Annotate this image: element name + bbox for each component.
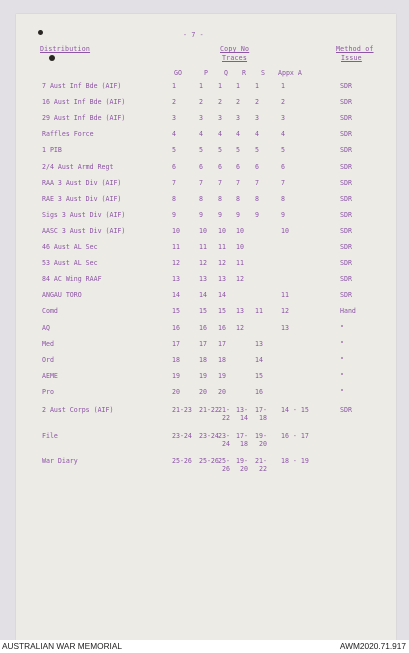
copy-number-cell: 23-24	[172, 432, 192, 440]
copy-number-cell: 9	[281, 210, 285, 219]
copy-number-cell: 4	[218, 130, 222, 139]
row-label: Raffles Force	[42, 130, 94, 139]
copy-number-cell: 2	[255, 98, 259, 107]
copy-number-cell: 7	[172, 178, 176, 187]
copy-number-cell: 10	[172, 226, 180, 235]
copy-number-cell: 12	[199, 259, 207, 268]
method-of-issue-cell: "	[340, 371, 344, 380]
row-label: 46 Aust AL Sec	[42, 243, 98, 251]
copy-number-cell: 17-	[236, 432, 248, 440]
copy-number-cell: 2	[236, 98, 240, 107]
method-of-issue-cell: SDR	[340, 194, 352, 203]
row-label: 29 Aust Inf Bde (AIF)	[42, 114, 126, 123]
method-of-issue-cell: SDR	[340, 243, 352, 251]
copy-number-cell: 4	[281, 130, 285, 139]
pin-hole-top	[38, 30, 43, 35]
header-traces: Traces	[222, 54, 248, 62]
method-of-issue-cell: SDR	[340, 178, 352, 187]
method-of-issue-cell: "	[340, 339, 344, 348]
method-of-issue-cell: SDR	[340, 406, 352, 414]
copy-number-cell: 3	[172, 114, 176, 123]
copy-number-cell: 17	[218, 339, 226, 348]
copy-number-cell: 18	[199, 355, 207, 364]
copy-number-cell: 2	[218, 98, 222, 107]
header-distribution: Distribution	[40, 45, 91, 53]
col-s: S	[261, 69, 265, 77]
header-method-of: Method of	[336, 45, 374, 53]
col-q: Q	[224, 69, 228, 77]
copy-number-cell: 16 - 17	[281, 432, 309, 440]
copy-number-cell: 19-	[236, 457, 248, 465]
copy-number-cell: 20	[199, 387, 207, 396]
copy-number-cell: 19	[218, 371, 226, 380]
row-label: War Diary	[42, 457, 78, 465]
copy-number-cell: 10	[236, 226, 244, 235]
copy-number-cell: 12	[236, 275, 244, 284]
footer-accession: AWM2020.71.917	[339, 641, 406, 651]
copy-number-cell: 4	[199, 130, 203, 139]
copy-number-cell-continued: 24	[222, 440, 230, 448]
copy-number-cell: 8	[281, 194, 285, 203]
copy-number-cell: 3	[255, 114, 259, 123]
copy-number-cell: 5	[255, 146, 259, 155]
method-of-issue-cell: SDR	[340, 130, 352, 139]
copy-number-cell: 19-	[255, 432, 267, 440]
copy-number-cell: 6	[199, 162, 203, 171]
col-appx-a: Appx A	[278, 69, 302, 77]
method-of-issue-cell: SDR	[340, 82, 352, 90]
pin-hole-bottom	[49, 55, 55, 61]
method-of-issue-cell: Hand	[340, 307, 356, 316]
copy-number-cell: 8	[172, 194, 176, 203]
copy-number-cell: 14	[218, 291, 226, 300]
copy-number-cell: 21-	[218, 406, 230, 414]
copy-number-cell: 10	[281, 226, 289, 235]
copy-number-cell: 8	[199, 194, 203, 203]
row-label: File	[42, 432, 58, 440]
row-label: 16 Aust Inf Bde (AIF)	[42, 98, 126, 107]
copy-number-cell: 12	[218, 259, 226, 268]
copy-number-cell: 11	[199, 243, 207, 251]
copy-number-cell-continued: 22	[222, 414, 230, 422]
copy-number-cell: 4	[172, 130, 176, 139]
copy-number-cell: 11	[255, 307, 263, 316]
copy-number-cell: 2	[199, 98, 203, 107]
row-label: Ord	[42, 355, 54, 364]
copy-number-cell: 21-	[255, 457, 267, 465]
copy-number-cell: 17	[172, 339, 180, 348]
row-label: 1 PIB	[42, 146, 62, 155]
method-of-issue-cell: "	[340, 387, 344, 396]
copy-number-cell: 5	[236, 146, 240, 155]
col-p: P	[204, 69, 208, 77]
copy-number-cell: 13	[281, 323, 289, 332]
copy-number-cell: 9	[218, 210, 222, 219]
copy-number-cell-continued: 14	[240, 414, 248, 422]
copy-number-cell: 7	[236, 178, 240, 187]
copy-number-cell: 9	[236, 210, 240, 219]
copy-number-cell: 13	[218, 275, 226, 284]
copy-number-cell: 1	[236, 82, 240, 90]
copy-number-cell: 3	[236, 114, 240, 123]
copy-number-cell: 1	[281, 82, 285, 90]
copy-number-cell: 12	[236, 323, 244, 332]
copy-number-cell: 20	[218, 387, 226, 396]
document-page	[16, 14, 396, 640]
copy-number-cell: 8	[236, 194, 240, 203]
copy-number-cell: 12	[172, 259, 180, 268]
method-of-issue-cell: SDR	[340, 162, 352, 171]
row-label: AEME	[42, 371, 58, 380]
copy-number-cell: 21-22	[199, 406, 219, 414]
method-of-issue-cell: SDR	[340, 291, 352, 300]
copy-number-cell: 3	[281, 114, 285, 123]
copy-number-cell: 25-26	[199, 457, 219, 465]
row-label: 2/4 Aust Armd Regt	[42, 162, 114, 171]
copy-number-cell: 5	[218, 146, 222, 155]
copy-number-cell-continued: 18	[240, 440, 248, 448]
copy-number-cell: 1	[199, 82, 203, 90]
copy-number-cell: 13-	[236, 406, 248, 414]
row-label: Pro	[42, 387, 54, 396]
copy-number-cell: 25-	[218, 457, 230, 465]
copy-number-cell: 4	[255, 130, 259, 139]
col-go: GO	[174, 69, 182, 77]
copy-number-cell: 14	[172, 291, 180, 300]
copy-number-cell-continued: 26	[222, 465, 230, 473]
method-of-issue-cell: SDR	[340, 259, 352, 268]
copy-number-cell: 7	[199, 178, 203, 187]
copy-number-cell: 14 - 15	[281, 406, 309, 414]
row-label: 2 Aust Corps (AIF)	[42, 406, 114, 414]
copy-number-cell-continued: 18	[259, 414, 267, 422]
copy-number-cell: 2	[281, 98, 285, 107]
copy-number-cell: 1	[172, 82, 176, 90]
copy-number-cell: 10	[218, 226, 226, 235]
copy-number-cell: 7	[218, 178, 222, 187]
copy-number-cell: 1	[255, 82, 259, 90]
header-issue: Issue	[341, 54, 362, 62]
method-of-issue-cell: SDR	[340, 275, 352, 284]
copy-number-cell: 5	[199, 146, 203, 155]
copy-number-cell: 18	[172, 355, 180, 364]
copy-number-cell: 3	[199, 114, 203, 123]
footer-bar	[0, 640, 409, 653]
row-label: Sigs 3 Aust Div (AIF)	[42, 210, 126, 219]
copy-number-cell: 13	[172, 275, 180, 284]
copy-number-cell: 13	[199, 275, 207, 284]
copy-number-cell: 11	[218, 243, 226, 251]
row-label: RAE 3 Aust Div (AIF)	[42, 194, 122, 203]
copy-number-cell: 9	[199, 210, 203, 219]
copy-number-cell: 15	[218, 307, 226, 316]
copy-number-cell-continued: 20	[259, 440, 267, 448]
copy-number-cell: 9	[255, 210, 259, 219]
copy-number-cell: 6	[172, 162, 176, 171]
method-of-issue-cell: SDR	[340, 210, 352, 219]
row-label: RAA 3 Aust Div (AIF)	[42, 178, 122, 187]
copy-number-cell-continued: 22	[259, 465, 267, 473]
copy-number-cell-continued: 20	[240, 465, 248, 473]
method-of-issue-cell: SDR	[340, 226, 352, 235]
copy-number-cell: 6	[218, 162, 222, 171]
copy-number-cell: 15	[172, 307, 180, 316]
copy-number-cell: 14	[199, 291, 207, 300]
copy-number-cell: 17-	[255, 406, 267, 414]
copy-number-cell: 16	[172, 323, 180, 332]
method-of-issue-cell: SDR	[340, 98, 352, 107]
copy-number-cell: 6	[281, 162, 285, 171]
copy-number-cell: 11	[236, 259, 244, 268]
copy-number-cell: 2	[172, 98, 176, 107]
copy-number-cell: 8	[255, 194, 259, 203]
copy-number-cell: 17	[199, 339, 207, 348]
copy-number-cell: 14	[255, 355, 263, 364]
row-label: AASC 3 Aust Div (AIF)	[42, 226, 126, 235]
copy-number-cell: 18 - 19	[281, 457, 309, 465]
copy-number-cell: 10	[236, 243, 244, 251]
row-label: Med	[42, 339, 54, 348]
copy-number-cell: 1	[218, 82, 222, 90]
copy-number-cell: 6	[236, 162, 240, 171]
copy-number-cell: 9	[172, 210, 176, 219]
copy-number-cell: 12	[281, 307, 289, 316]
method-of-issue-cell: "	[340, 355, 344, 364]
row-label: Comd	[42, 307, 58, 316]
col-r: R	[242, 69, 246, 77]
copy-number-cell: 25-26	[172, 457, 192, 465]
copy-number-cell: 3	[218, 114, 222, 123]
row-label: 7 Aust Inf Bde (AIF)	[42, 82, 122, 90]
page-number: - 7 -	[183, 31, 204, 39]
copy-number-cell: 11	[281, 291, 289, 300]
copy-number-cell: 7	[255, 178, 259, 187]
copy-number-cell: 4	[236, 130, 240, 139]
copy-number-cell: 11	[172, 243, 180, 251]
copy-number-cell: 16	[218, 323, 226, 332]
copy-number-cell: 16	[199, 323, 207, 332]
copy-number-cell: 13	[255, 339, 263, 348]
header-copy-no: Copy No	[220, 45, 250, 53]
copy-number-cell: 19	[199, 371, 207, 380]
copy-number-cell: 10	[199, 226, 207, 235]
copy-number-cell: 15	[255, 371, 263, 380]
method-of-issue-cell: SDR	[340, 114, 352, 123]
copy-number-cell: 13	[236, 307, 244, 316]
copy-number-cell: 16	[255, 387, 263, 396]
copy-number-cell: 8	[218, 194, 222, 203]
copy-number-cell: 23-	[218, 432, 230, 440]
method-of-issue-cell: SDR	[340, 146, 352, 155]
row-label: 84 AC Wing RAAF	[42, 275, 102, 284]
copy-number-cell: 5	[281, 146, 285, 155]
method-of-issue-cell: "	[340, 323, 344, 332]
copy-number-cell: 21-23	[172, 406, 192, 414]
copy-number-cell: 18	[218, 355, 226, 364]
copy-number-cell: 23-24	[199, 432, 219, 440]
row-label: 53 Aust AL Sec	[42, 259, 98, 268]
row-label: AQ	[42, 323, 50, 332]
row-label: ANGAU TORO	[42, 291, 82, 300]
copy-number-cell: 20	[172, 387, 180, 396]
copy-number-cell: 5	[172, 146, 176, 155]
copy-number-cell: 7	[281, 178, 285, 187]
copy-number-cell: 6	[255, 162, 259, 171]
copy-number-cell: 15	[199, 307, 207, 316]
footer-source: AUSTRALIAN WAR MEMORIAL	[2, 641, 123, 651]
copy-number-cell: 19	[172, 371, 180, 380]
